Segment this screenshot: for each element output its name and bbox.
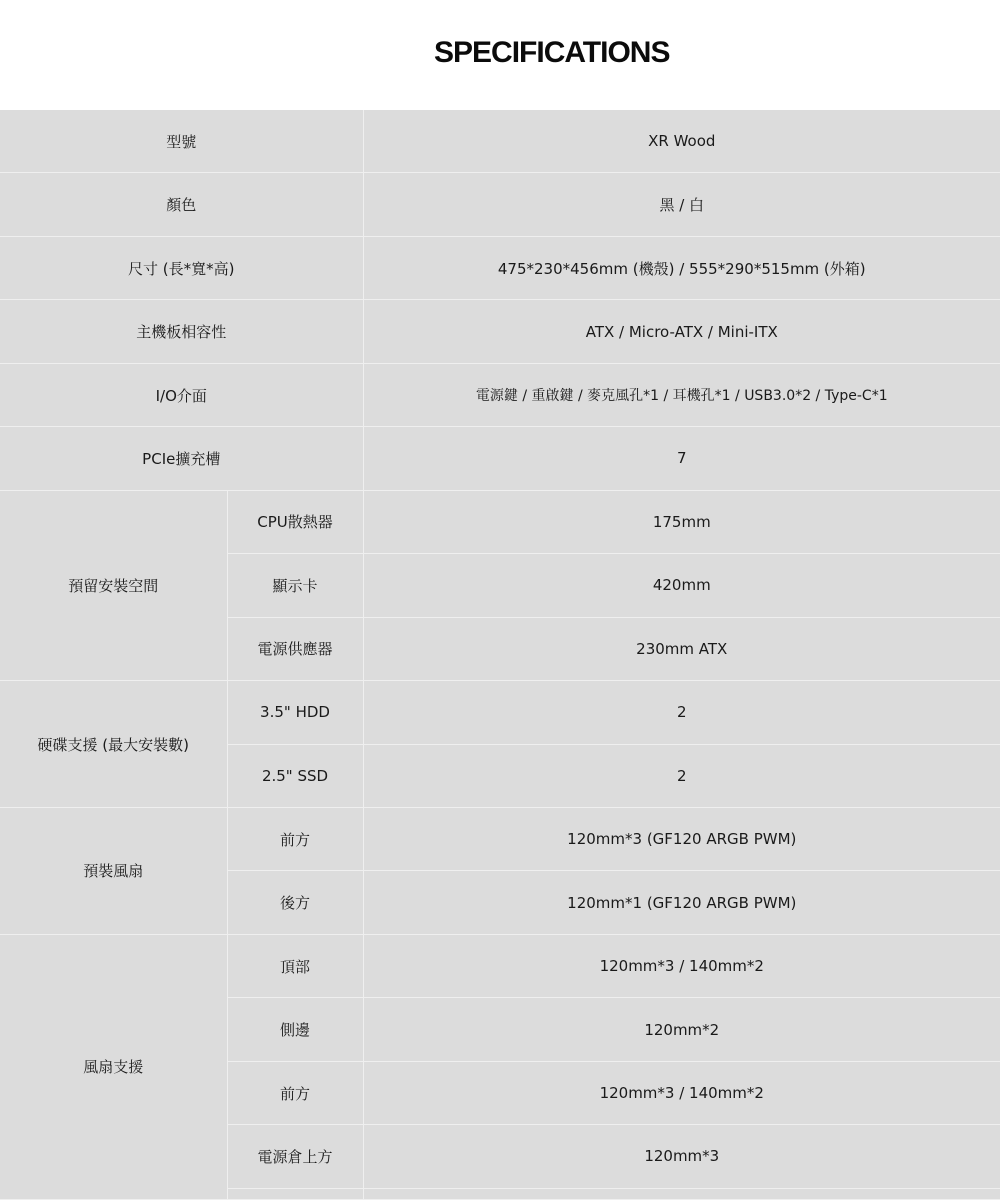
spec-table	[0, 110, 1000, 1200]
table-row-mb-compat	[0, 300, 1000, 363]
spec-value: 120mm*3 / 140mm*2	[363, 934, 1000, 997]
header	[0, 0, 1000, 110]
table-row-pcie	[0, 427, 1000, 490]
spec-sublabel: 電源倉上方	[227, 1125, 363, 1188]
table-row-model	[0, 110, 1000, 173]
page-title: SPECIFICATIONS	[434, 36, 670, 69]
spec-sublabel: 顯示卡	[227, 554, 363, 617]
table-row-dimensions	[0, 236, 1000, 299]
group-label: 硬碟支援 (最大安裝數)	[0, 681, 227, 808]
spec-label: PCIe擴充槽	[0, 427, 363, 490]
spec-sublabel: 3.5" HDD	[227, 681, 363, 744]
spec-value: 120mm*1 (GF120 ARGB PWM)	[363, 871, 1000, 934]
spec-sublabel: 2.5" SSD	[227, 744, 363, 807]
spec-value: XR Wood	[363, 110, 1000, 173]
spec-sublabel: 前方	[227, 807, 363, 870]
spec-sublabel: 側邊	[227, 998, 363, 1061]
spec-value: 120mm*3 (GF120 ARGB PWM)	[363, 807, 1000, 870]
spec-value: 475*230*456mm (機殼) / 555*290*515mm (外箱)	[363, 236, 1000, 299]
spec-sublabel: 前方	[227, 1061, 363, 1124]
group-label: 預裝風扇	[0, 807, 227, 934]
spec-value: ATX / Micro-ATX / Mini-ITX	[363, 300, 1000, 363]
group-label: 預留安裝空間	[0, 490, 227, 680]
spec-value: 230mm ATX	[363, 617, 1000, 680]
spec-label: 主機板相容性	[0, 300, 363, 363]
spec-label: 型號	[0, 110, 363, 173]
spec-label: 尺寸 (長*寬*高)	[0, 236, 363, 299]
spec-value: 7	[363, 427, 1000, 490]
spec-value: 175mm	[363, 490, 1000, 553]
spec-label: I/O介面	[0, 363, 363, 426]
spec-value	[363, 1188, 1000, 1199]
spec-sublabel: 後方	[227, 871, 363, 934]
spec-value: 2	[363, 681, 1000, 744]
spec-sublabel: CPU散熱器	[227, 490, 363, 553]
table-row-clearance-cpu	[0, 490, 1000, 553]
spec-value: 黑 / 白	[363, 173, 1000, 236]
spec-value: 420mm	[363, 554, 1000, 617]
spec-sublabel: 電源供應器	[227, 617, 363, 680]
spec-value: 120mm*3 / 140mm*2	[363, 1061, 1000, 1124]
table-row-color	[0, 173, 1000, 236]
spec-label: 顏色	[0, 173, 363, 236]
table-row-prefan-front	[0, 807, 1000, 870]
spec-value: 2	[363, 744, 1000, 807]
table-row-fansupport-top	[0, 934, 1000, 997]
group-label: 風扇支援	[0, 934, 227, 1199]
spec-sublabel	[227, 1188, 363, 1199]
spec-value: 120mm*2	[363, 998, 1000, 1061]
spec-value: 120mm*3	[363, 1125, 1000, 1188]
spec-sublabel: 頂部	[227, 934, 363, 997]
table-row-io	[0, 363, 1000, 426]
spec-value: 電源鍵 / 重啟鍵 / 麥克風孔*1 / 耳機孔*1 / USB3.0*2 / Type-C*1	[363, 363, 1000, 426]
table-row-drive-hdd	[0, 681, 1000, 744]
